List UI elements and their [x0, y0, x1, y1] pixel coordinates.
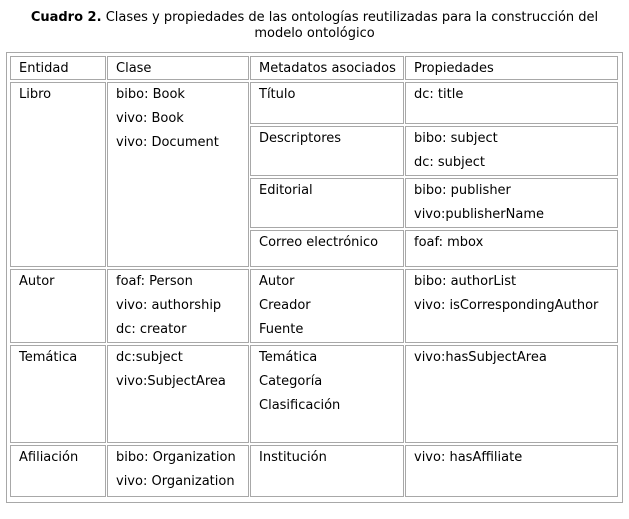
metadata-cell-correo: Correo electrónico — [250, 230, 404, 267]
metadata-cell-editorial: Editorial — [250, 178, 404, 228]
metadata-cell-titulo: Título — [250, 82, 404, 124]
property-cell-autor: bibo: authorList vivo: isCorrespondingAuthor — [405, 269, 618, 343]
property-cell-editorial: bibo: publisher vivo:publisherName — [405, 178, 618, 228]
property-cell-afiliacion: vivo: hasAffiliate — [405, 445, 618, 497]
caption-text: Clases y propiedades de las ontologías reutilizadas para la construcción del modelo ontológico — [105, 10, 599, 41]
entity-cell-libro: Libro — [10, 82, 106, 267]
property-cell-tematica: vivo:hasSubjectArea — [405, 345, 618, 443]
class-cell-libro: bibo: Book vivo: Book vivo: Document — [107, 82, 249, 267]
class-cell-autor: foaf: Person vivo: authorship dc: creator — [107, 269, 249, 343]
header-entidad: Entidad — [10, 56, 106, 80]
metadata-cell-tematica: Temática Categoría Clasificación — [250, 345, 404, 443]
property-cell-correo: foaf: mbox — [405, 230, 618, 267]
header-propiedades: Propiedades — [405, 56, 618, 80]
property-cell-descriptores: bibo: subject dc: subject — [405, 126, 618, 176]
class-cell-afiliacion: bibo: Organization vivo: Organization — [107, 445, 249, 497]
metadata-cell-afiliacion: Institución — [250, 445, 404, 497]
entity-cell-autor: Autor — [10, 269, 106, 343]
class-cell-tematica: dc:subject vivo:SubjectArea — [107, 345, 249, 443]
entity-cell-tematica: Temática — [10, 345, 106, 443]
metadata-cell-autor: Autor Creador Fuente — [250, 269, 404, 343]
ontology-table — [6, 52, 623, 503]
caption-label: Cuadro 2. — [30, 10, 102, 25]
header-metadatos: Metadatos asociados — [250, 56, 404, 80]
entity-cell-afiliacion: Afiliación — [10, 445, 106, 497]
property-cell-titulo: dc: title — [405, 82, 618, 124]
table-caption — [20, 10, 609, 42]
header-clase: Clase — [107, 56, 249, 80]
metadata-cell-descriptores: Descriptores — [250, 126, 404, 176]
